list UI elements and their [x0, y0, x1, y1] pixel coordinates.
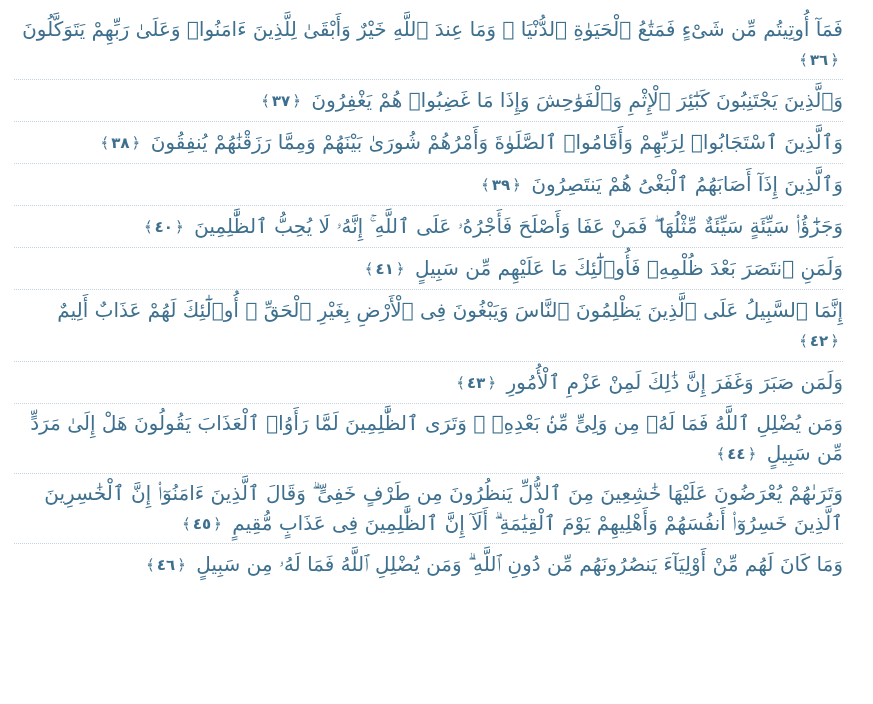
verse-number: ٤٤: [727, 445, 746, 463]
verse-text: وَلَمَنِ ٱنتَصَرَ بَعْدَ ظُلْمِهِۦ فَأُو۟لَٰٓئِكَ مَا عَلَيْهِم مِّن سَبِيلٍ: [414, 256, 843, 280]
verse-text: وَلَمَن صَبَرَ وَغَفَرَ إِنَّ ذَٰلِكَ لَمِنْ عَزْمِ ٱلْأُمُورِ: [506, 370, 843, 394]
verse-text: وَٱلَّذِينَ إِذَآ أَصَابَهُمُ ٱلْبَغْىُ هُمْ يَنتَصِرُونَ: [531, 172, 843, 196]
verse-text: وَمَن يُضْلِلِ ٱللَّهُ فَمَا لَهُۥ مِن وَلِىٍّ مِّنۢ بَعْدِهِۦ ۗ وَتَرَى ٱلظَّٰلِمِينَ لَمَّا رَأَوُا۟ ٱلْعَذَابَ يَقُولُونَ هَلْ إِلَىٰ مَرَدٍّ مِّن سَبِيلٍ: [30, 411, 843, 465]
verse-36: [14, 10, 843, 80]
verse-text: وَجَزَٰٓؤُا۟ سَيِّئَةٍ سَيِّئَةٌ مِّثْلُهَا ۖ فَمَنْ عَفَا وَأَصْلَحَ فَأَجْرُهُۥ عَلَى ٱللَّهِ ۚ إِنَّهُۥ لَا يُحِبُّ ٱلظَّٰلِمِينَ: [194, 214, 843, 238]
verse-number-marker: ﴿٤٤﴾: [716, 445, 757, 463]
verse-number-marker: ﴿٤٠﴾: [143, 218, 184, 236]
verse-43: [14, 362, 843, 404]
verse-number: ٤٠: [154, 218, 173, 236]
verse-42: [14, 290, 843, 362]
verse-number-marker: ﴿٤٥﴾: [182, 515, 222, 533]
verse-text: وَتَرَىٰهُمْ يُعْرَضُونَ عَلَيْهَا خَٰشِعِينَ مِنَ ٱلذُّلِّ يَنظُرُونَ مِن طَرْفٍ خَفِىٍّ ۗ وَقَالَ ٱلَّذِينَ ءَامَنُوٓا۟ إِنَّ ٱلْخَٰسِرِينَ ٱلَّذِينَ خَسِرُوٓا۟ أَنفُسَهُمْ وَأَهْلِيهِمْ يَوْمَ ٱلْقِيَٰمَةِ ۗ أَلَآ إِنَّ ٱلظَّٰلِمِينَ فِى عَذَابٍ مُّقِيمٍ: [44, 481, 843, 535]
verse-number-marker: ﴿٣٩﴾: [481, 176, 521, 194]
verse-text: وَٱلَّذِينَ يَجْتَنِبُونَ كَبَٰٓئِرَ ٱلْإِثْمِ وَٱلْفَوَٰحِشَ وَإِذَا مَا غَضِبُوا۟ هُمْ يَغْفِرُونَ: [311, 88, 843, 112]
verse-40: [14, 206, 843, 248]
verse-45: [14, 474, 843, 544]
verse-text: إِنَّمَا ٱلسَّبِيلُ عَلَى ٱلَّذِينَ يَظْلِمُونَ ٱلنَّاسَ وَيَبْغُونَ فِى ٱلْأَرْضِ بِغَيْرِ ٱلْحَقِّ ۚ أُو۟لَٰٓئِكَ لَهُمْ عَذَابٌ أَلِيمٌ: [57, 298, 843, 322]
verse-37: [14, 80, 843, 122]
verse-41: [14, 248, 843, 290]
verse-number-marker: ﴿٣٦﴾: [799, 51, 839, 69]
verse-number: ٣٩: [491, 176, 511, 194]
verse-number: ٤٣: [467, 374, 486, 392]
verse-text: وَمَا كَانَ لَهُم مِّنْ أَوْلِيَآءَ يَنصُرُونَهُم مِّن دُونِ ٱللَّهِ ۗ وَمَن يُضْلِلِ ٱللَّهُ فَمَا لَهُۥ مِن سَبِيلٍ: [196, 552, 843, 576]
verse-number-marker: ﴿٤٦﴾: [146, 556, 186, 574]
verse-number: ٤١: [375, 260, 394, 278]
verse-text: وَٱلَّذِينَ ٱسْتَجَابُوا۟ لِرَبِّهِمْ وَأَقَامُوا۟ ٱلصَّلَوٰةَ وَأَمْرُهُمْ شُورَىٰ بَيْنَهُمْ وَمِمَّا رَزَقْنَٰهُمْ يُنفِقُونَ: [150, 130, 843, 154]
verse-number: ٤٢: [809, 332, 829, 350]
verse-number-marker: ﴿٣٨﴾: [100, 134, 141, 152]
verse-number: ٣٧: [271, 92, 291, 110]
verse-44: [14, 404, 843, 474]
verse-number-marker: ﴿٤٢﴾: [799, 332, 839, 350]
verse-number-marker: ﴿٤٣﴾: [456, 374, 497, 392]
verse-number-marker: ﴿٣٧﴾: [261, 92, 302, 110]
verse-number: ٤٦: [156, 556, 176, 574]
verse-number-marker: ﴿٤١﴾: [364, 260, 405, 278]
verse-number: ٤٥: [192, 515, 212, 533]
verse-number: ٣٨: [111, 134, 130, 152]
verse-number: ٣٦: [809, 51, 829, 69]
verse-38: [14, 122, 843, 164]
verse-text: فَمَآ أُوتِيتُم مِّن شَىْءٍ فَمَتَٰعُ ٱلْحَيَوٰةِ ٱلدُّنْيَا ۖ وَمَا عِندَ ٱللَّهِ خَيْرٌ وَأَبْقَىٰ لِلَّذِينَ ءَامَنُوا۟ وَعَلَىٰ رَبِّهِمْ يَتَوَكَّلُونَ: [22, 17, 843, 41]
verse-46: [14, 544, 843, 585]
verse-39: [14, 164, 843, 206]
